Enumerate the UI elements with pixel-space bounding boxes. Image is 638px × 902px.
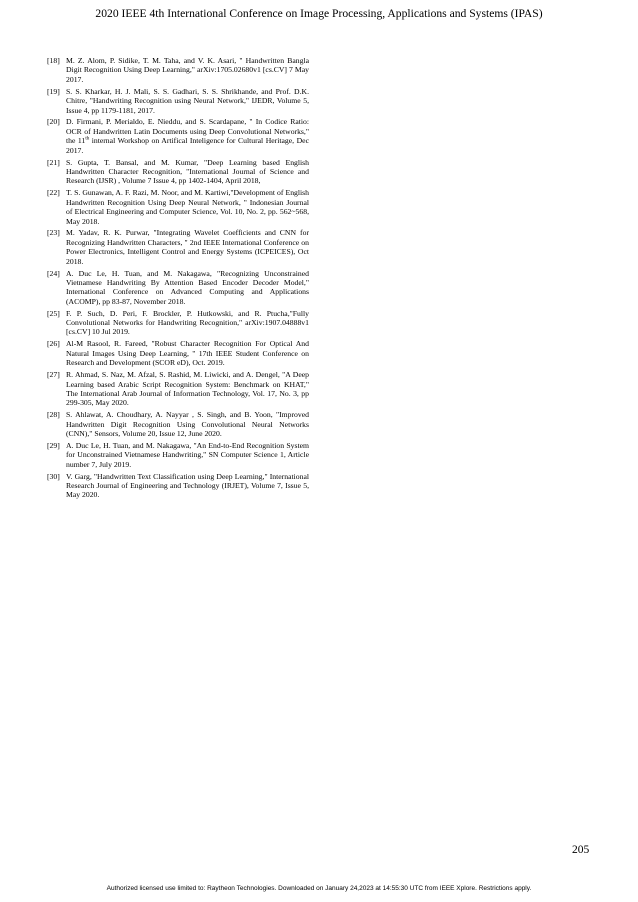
reference-number: [29] [47,440,60,450]
reference-item-25 [47,309,309,337]
reference-item-29 [47,441,309,469]
reference-text: F. P. Such, D. Peri, F. Brockler, P. Hutkowski, and R. Ptucha,"Fully Convolutional Networks for Handwriting Recognition," arXiv:1907.04888v1 [cs.CV] 10 Jul 2019. [66,308,309,337]
reference-item-19 [47,87,309,115]
reference-text-after: internal Workshop on Artifical Inteligence for Cultural Heritage, Dec 2017. [66,136,309,155]
reference-text: Al-M Rasool, R. Fareed, "Robust Character Recognition For Optical And Natural Images Using Deep Learning, " 17th IEEE Student Conference on Research and Development (SCOR eD), Oct. 2019. [66,339,309,368]
reference-item-18 [47,56,309,84]
reference-text: S. Gupta, T. Bansal, and M. Kumar, "Deep Learning based English Handwritten Character Recognition, "International Journal of Science and Research (IJSR) , Volume 7 Issue 4, pp 1402-1404, April 2018, [66,157,309,186]
reference-number: [19] [47,86,60,96]
reference-text: R. Ahmad, S. Naz, M. Afzal, S. Rashid, M. Liwicki, and A. Dengel, "A Deep Learning based Arabic Script Recognition System: Benchmark on KHAT," The International Arab Journal of Information Technology, Vol. 17, No. 3, pp 299-305, May 2020. [66,370,309,408]
reference-item-20 [47,117,309,155]
reference-number: [25] [47,308,60,318]
reference-text: S. S. Kharkar, H. J. Mali, S. S. Gadhari, S. S. Shrikhande, and Prof. D.K. Chitre, "Handwriting Recognition using Neural Network," IJEDR, Volume 5, Issue 4, pp 1179-1181, 2017. [66,86,309,115]
reference-item-26 [47,339,309,367]
reference-number: [23] [47,228,60,238]
reference-text: M. Z. Alom, P. Sidike, T. M. Taha, and V. K. Asari, " Handwritten Bangla Digit Recognition Using Deep Learning," arXiv:1705.02680v1 [cs.CV] 7 May 2017. [66,56,309,84]
authorization-footer: Authorized licensed use limited to: Raytheon Technologies. Downloaded on January 24,2023 at 14:55:30 UTC from IEEE Xplore. Restrictions apply. [106,885,532,892]
reference-number: [27] [47,370,60,380]
reference-number: [21] [47,157,60,167]
reference-number: [30] [47,471,60,481]
reference-text: T. S. Gunawan, A. F. Razi, M. Noor, and M. Kartiwi,"Development of English Handwritten Recognition Using Deep Neural Network, " Indonesian Journal of Electrical Engineering and Computer Science, Vol. 10, No. 2, pp. 562~568, May 2018. [66,188,309,226]
reference-item-24 [47,269,309,307]
ordinal-superscript: th [85,136,90,142]
reference-text-before: D. Firmani, P. Merialdo, E. Nieddu, and S. Scardapane, " In Codice Ratio: OCR of Handwritten Latin Documents using Deep Convolutional Networks," the 11 [66,117,309,146]
reference-text: A. Duc Le, H. Tuan, and M. Nakagawa, "An End‑to‑End Recognition System for Unconstrained Vietnamese Handwriting," SN Computer Science 1, Article number 7, July 2019. [66,440,309,469]
reference-item-21 [47,158,309,186]
page-number: 205 [572,844,590,856]
reference-text: V. Garg, "Handwritten Text Classification using Deep Learning," International Research Journal of Engineering and Technology (IRJET), Volume 7, Issue 5, May 2020. [66,471,309,500]
reference-number: [18] [47,56,60,65]
reference-item-28 [47,410,309,438]
reference-text: S. Ahlawat, A. Choudhary, A. Nayyar , S. Singh, and B. Yoon, "Improved Handwritten Digit Recognition Using Convolutional Neural Networks (CNN)," Sensors, Volume 20, Issue 12, June 2020. [66,410,309,439]
reference-text [66,117,309,155]
reference-number: [24] [47,268,60,278]
reference-number: [28] [47,410,60,420]
reference-number: [26] [47,339,60,349]
reference-item-30 [47,472,309,500]
reference-item-27 [47,370,309,408]
conference-header: 2020 IEEE 4th International Conference on Image Processing, Applications and Systems (IPAS) [95,7,543,20]
reference-number: [22] [47,188,60,198]
reference-list [47,56,309,502]
reference-text: A. Duc Le, H. Tuan, and M. Nakagawa, "Recognizing Unconstrained Vietnamese Handwriting By Attention Based Encoder Decoder Model," International Conference on Advanced Computing and Applications (ACOMP), pp 83-87, November 2018. [66,268,309,306]
reference-item-23 [47,228,309,266]
reference-number: [20] [47,117,60,127]
reference-item-22 [47,188,309,226]
reference-text: M. Yadav, R. K. Purwar, "Integrating Wavelet Coefficients and CNN for Recognizing Handwritten Characters, " 2nd IEEE International Conference on Power Electronics, Intelligent Control and Energy Systems (ICPEICES), Oct 2018. [66,228,309,266]
